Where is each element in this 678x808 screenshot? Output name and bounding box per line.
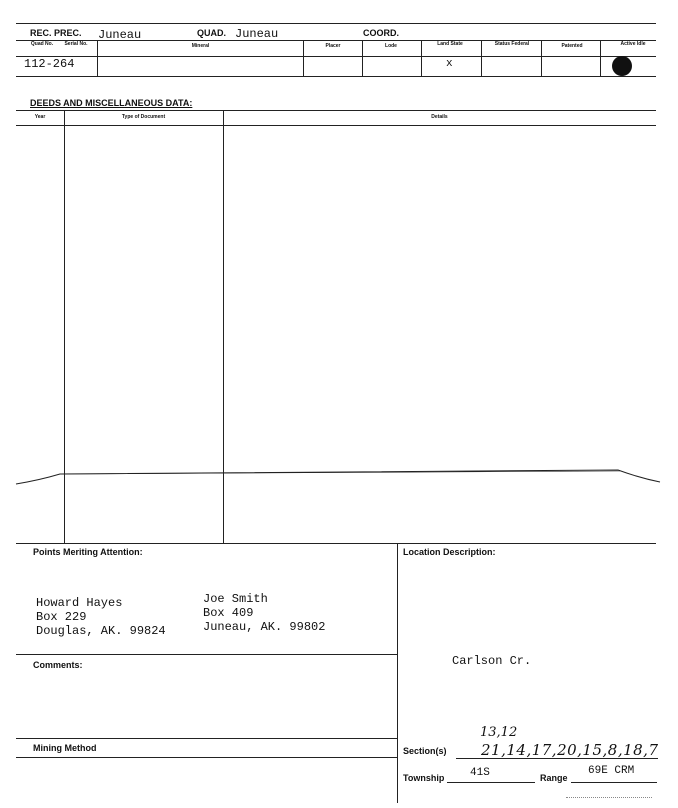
- comments-label: Comments:: [33, 660, 83, 670]
- contact-1-name: Howard Hayes: [36, 596, 123, 610]
- col-header-patented: Patented: [561, 43, 583, 49]
- quad-label: QUAD.: [197, 28, 226, 38]
- contact-2-name: Joe Smith: [203, 592, 268, 606]
- quad-serial-value: 112-264: [24, 57, 75, 71]
- rec-prec-value: Juneau: [98, 28, 142, 42]
- col-header-serial-no: Serial No.: [64, 41, 88, 47]
- contact-1: [36, 596, 166, 638]
- contact-2-city: Juneau, AK. 99802: [203, 620, 326, 634]
- deeds-col-details: Details: [431, 114, 448, 120]
- township-label: Township: [403, 773, 445, 783]
- col-header-mineral: Mineral: [191, 43, 210, 49]
- col-header-land-state: Land State: [437, 41, 463, 47]
- points-meriting-attention-label: Points Meriting Attention:: [33, 547, 143, 557]
- quad-value: Juneau: [235, 27, 279, 41]
- col-header-placer: Placer: [325, 43, 341, 49]
- location-description-value: Carlson Cr.: [452, 654, 532, 668]
- range-value: 69E CRM: [588, 765, 635, 777]
- sections-value-upper: 13,12: [480, 725, 518, 740]
- rec-prec-label: REC. PREC.: [30, 28, 82, 38]
- ink-blot: [612, 56, 632, 76]
- land-state-value: x: [446, 58, 453, 70]
- deeds-col-year: Year: [34, 114, 46, 120]
- deeds-section-title: DEEDS AND MISCELLANEOUS DATA:: [30, 98, 193, 108]
- col-header-active-idle: Active Idle: [620, 41, 646, 47]
- contact-2: [203, 592, 325, 634]
- fold-line: [0, 460, 678, 500]
- col-header-lode: Lode: [385, 43, 397, 49]
- contact-1-box: Box 229: [36, 610, 87, 624]
- mining-method-label: Mining Method: [33, 743, 97, 753]
- col-header-status-federal: Status Federal: [494, 41, 530, 47]
- contact-1-city: Douglas, AK. 99824: [36, 624, 166, 638]
- sections-label: Section(s): [403, 746, 447, 756]
- contact-2-box: Box 409: [203, 606, 254, 620]
- deeds-col-type: Type of Document: [121, 114, 166, 120]
- location-description-label: Location Description:: [403, 547, 496, 557]
- sections-value-lower: 21,14,17,20,15,8,18,7: [481, 741, 659, 759]
- scan-artifact: [566, 797, 652, 798]
- range-label: Range: [540, 773, 568, 783]
- township-value: 41S: [470, 767, 490, 779]
- col-header-quad-no: Quad No.: [30, 41, 54, 47]
- coord-label: COORD.: [363, 28, 399, 38]
